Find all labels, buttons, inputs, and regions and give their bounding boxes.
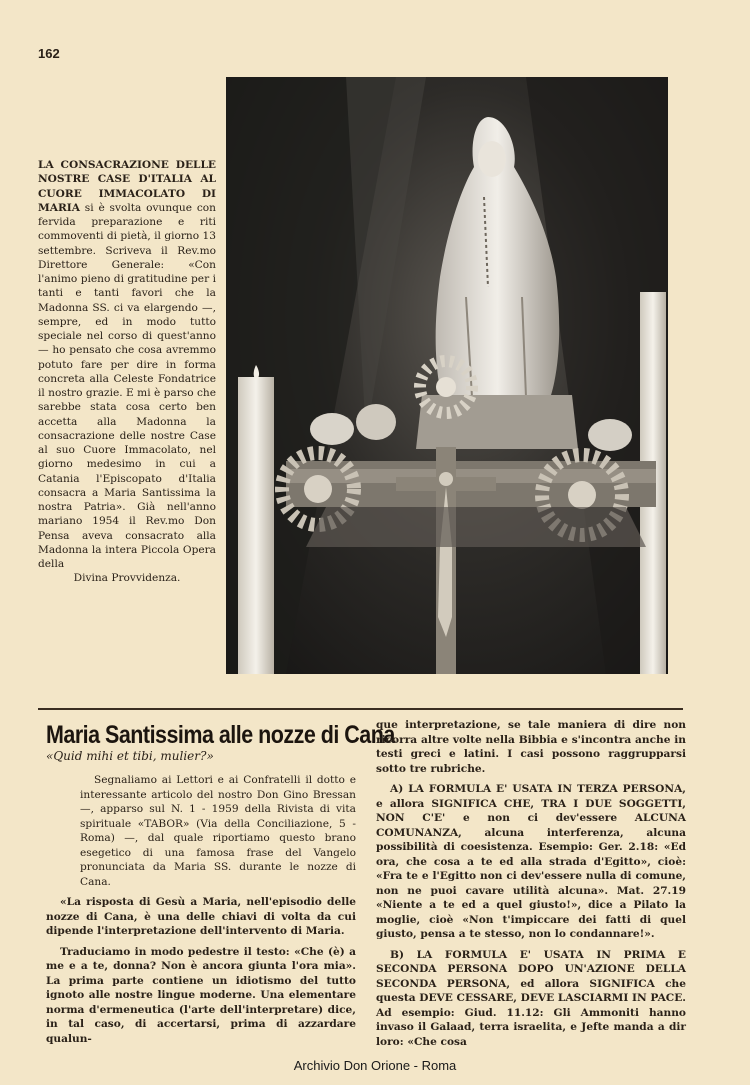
madonna-statue-photo — [226, 77, 668, 674]
article-right-column — [376, 718, 686, 1055]
article-paragraph: que interpretazione, se tale maniera di dire non ricorra altre volte nella Bibbia e s'incontra anche in testi greci e latini. I casi possono raggrupparsi sotto tre rubriche. — [376, 719, 686, 775]
article-paragraph: A) LA FORMULA E' USATA IN TERZA PERSONA, e allora SIGNIFICA CHE, TRA I DUE SOGGETTI, NON C'E' e non ci dev'essere ALCUNA COMUNANZA, alcuna interferenza, alcuna possibilità di coesistenza. Esempio: Ger. 2.18: «Ed ora, che cosa a te ed alla strada d'Egitto», cioè: «Fra te e l'Egitto non ci dev'essere nulla di comune, non ne puoi cavare utilità alcuna». Mat. 27.19 «Niente a te ed a quel giusto!», dice a Pilato la moglie, cioè «Non t'impiccare dei fatti di quel giusto, pensa a te stesso, non lo condannare!». — [376, 783, 686, 940]
article-left-column — [46, 721, 395, 1052]
section-divider — [38, 708, 683, 710]
consecration-notice-lead: LA CONSACRAZIONE DELLE NOSTRE CASE D'ITALIA AL CUORE IMMACOLATO DI MARIA — [38, 159, 216, 214]
article-paragraph: B) LA FORMULA E' USATA IN PRIMA E SECONDA PERSONA DOPO UN'AZIONE DELLA SECONDA PERSONA, ed allora SIGNIFICA che questa DEVE CESSARE, DEVE LASCIARMI IN PACE. Ad esempio: Giud. 11.12: Gli Ammoniti hanno invaso il Galaad, terra israelita, e Jefte manda a dir loro: «Che cosa — [376, 948, 686, 1048]
consecration-notice — [38, 158, 216, 586]
article-paragraph: «La risposta di Gesù a Maria, nell'episodio delle nozze di Cana, è una delle chiavi di volta da cui dipende l'interpretazione dell'intervento di Maria. — [46, 896, 356, 937]
article-title: Maria Santissima alle nozze di Cana — [46, 721, 395, 749]
article-subtitle: «Quid mihi et tibi, mulier?» — [46, 748, 214, 763]
consecration-notice-body: si è svolta ovunque con fervida preparazione e riti commoventi di pietà, il giorno 13 settembre. Scriveva il Rev.mo Direttore Generale: «Con l'animo pieno di gratitudine per i tanti e tanti favori che la Madonna SS. ci va elargendo —, sempre, ed in modo tutto speciale nel corso di quest'anno — ho pensato che cosa avremmo potuto fare per dire in forma concreta alla Celeste Fondatrice il nostro grazie. E mi è parso che sarebbe stata cosa certo ben accetta alla Madonna la consacrazione delle nostre Case al suo Cuore Immacolato, nel giorno medesimo in cui a Catania l'Episcopato d'Italia consacra a Maria Santissima la nostra Patria». Già nell'anno mariano 1954 il Rev.mo Don Pensa aveva consacrato alla Madonna la intera Piccola Opera della — [38, 201, 216, 570]
page-number: 162 — [38, 46, 60, 61]
consecration-notice-ending: Divina Provvidenza. — [73, 572, 181, 585]
article-paragraph: Traduciamo in modo pedestre il testo: «Che (è) a me e a te, donna? Non è ancora giunta l'ora mia». La prima parte contiene un idiotismo del tutto ignoto alle nostre lingue moderne. Una elementare norma d'ermeneutica (l'arte dell'interpretare) dice, in tal caso, di accertarsi, prima di azzardare qualun- — [46, 945, 356, 1045]
article-editor-note: Segnaliamo ai Lettori e ai Confratelli il dotto e interessante articolo del nostro Don Gino Bressan —, apparso sul N. 1 - 1959 della Rivista di vita spirituale «TABOR» (Via della Conciliazione, 5 - Roma) —, dal quale riportiamo questo brano esegetico di una famosa frase del Vangelo pronunciata da Maria SS. durante le nozze di Cana. — [80, 774, 356, 888]
archive-footer: Archivio Don Orione - Roma — [293, 1058, 457, 1073]
